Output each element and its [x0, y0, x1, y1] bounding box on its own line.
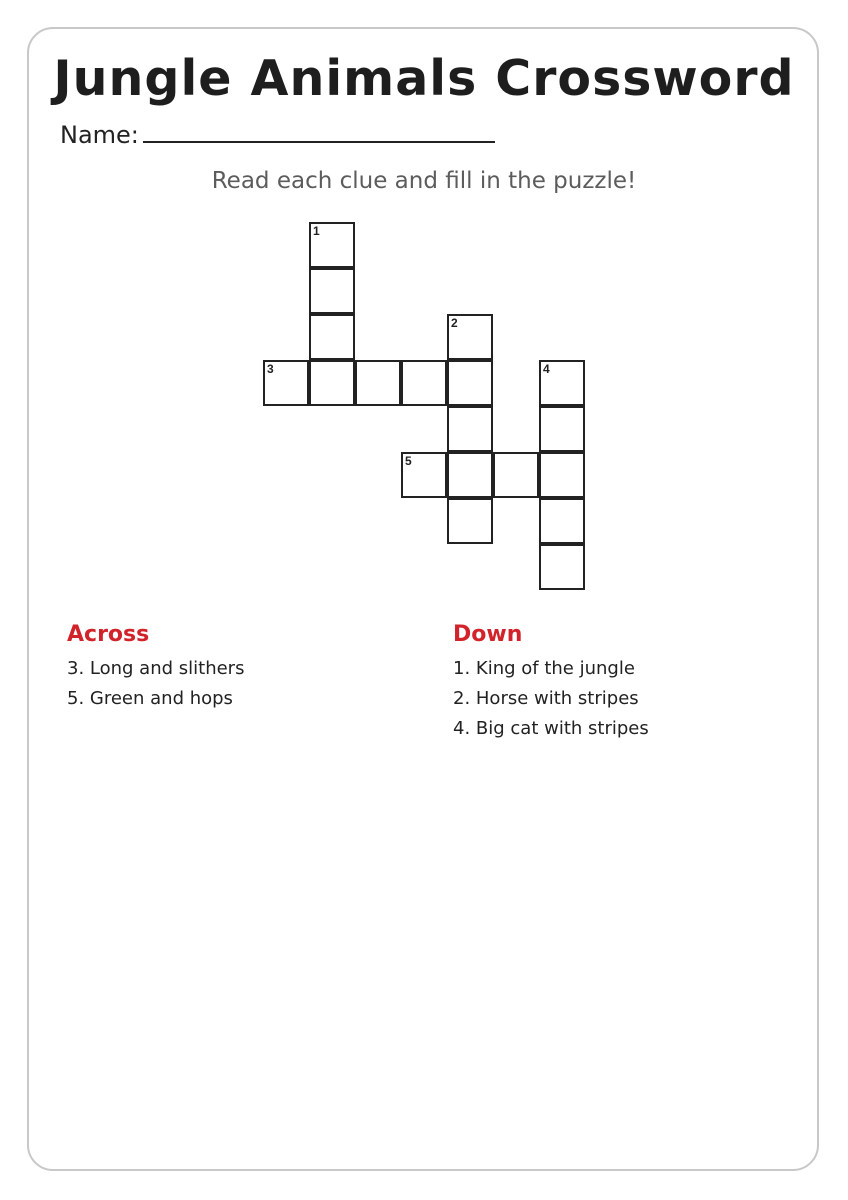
crossword-cell[interactable] [539, 406, 585, 452]
crossword-cell[interactable] [309, 222, 355, 268]
crossword-cell[interactable] [355, 360, 401, 406]
instructions: Read each clue and fill in the puzzle! [211, 168, 637, 194]
crossword-cell[interactable] [447, 406, 493, 452]
crossword-cell[interactable] [401, 452, 447, 498]
crossword-cell[interactable] [401, 360, 447, 406]
crossword-cell[interactable] [447, 360, 493, 406]
page-title: Jungle Animals Crossword [53, 50, 795, 107]
name-label: Name: [60, 121, 139, 149]
down-clue-4: 4. Big cat with stripes [453, 718, 649, 739]
clue-number: 5 [405, 454, 412, 468]
across-clue-5: 5. Green and hops [67, 688, 233, 709]
worksheet-border [27, 27, 819, 1171]
clue-number: 2 [451, 316, 458, 330]
down-clue-1: 1. King of the jungle [453, 658, 635, 679]
name-row [60, 118, 495, 152]
crossword-cell[interactable] [263, 360, 309, 406]
crossword-cell[interactable] [309, 268, 355, 314]
crossword-cell[interactable] [447, 452, 493, 498]
down-clue-2: 2. Horse with stripes [453, 688, 639, 709]
crossword-cell[interactable] [539, 360, 585, 406]
crossword-cell[interactable] [493, 452, 539, 498]
crossword-cell[interactable] [309, 360, 355, 406]
crossword-cell[interactable] [447, 498, 493, 544]
clue-number: 1 [313, 224, 320, 238]
crossword-cell[interactable] [539, 544, 585, 590]
crossword-cell[interactable] [539, 452, 585, 498]
across-heading: Across [67, 622, 150, 647]
across-clues [67, 618, 427, 714]
down-heading: Down [453, 622, 523, 647]
crossword-cell[interactable] [539, 498, 585, 544]
clue-number: 3 [267, 362, 274, 376]
down-clues [453, 618, 813, 744]
clue-number: 4 [543, 362, 550, 376]
name-field[interactable] [143, 119, 495, 143]
crossword-cell[interactable] [447, 314, 493, 360]
across-clue-3: 3. Long and slithers [67, 658, 245, 679]
crossword-cell[interactable] [309, 314, 355, 360]
